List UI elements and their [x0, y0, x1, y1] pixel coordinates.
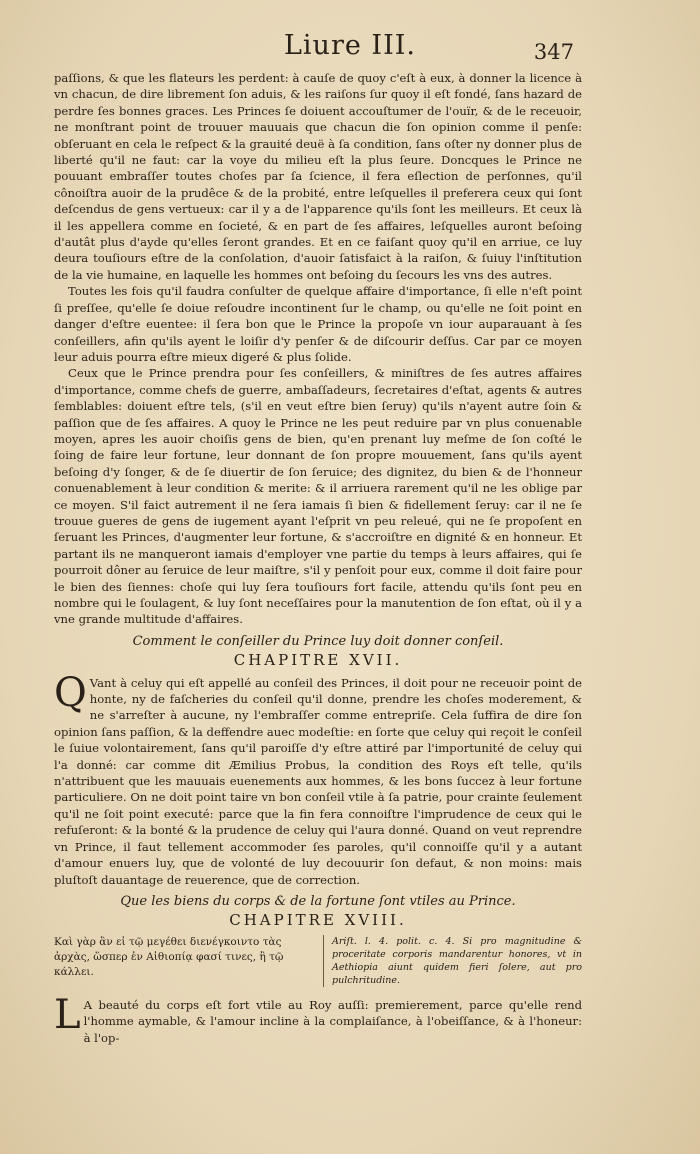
chapter-paragraph: A beauté du corps eſt fort vtile au Roy auſſi: premierement, parce qu'elle rend l'homme aymable, & l'amour incline à la complaiſance, à l'obeiſſance, & à l'honeur: à l'op- — [83, 997, 582, 1045]
chapter-heading: Comment le conſeiller du Prince luy doit donner conſeil. — [132, 633, 504, 649]
chapter-title: CHAPITRE XVIII. — [229, 911, 407, 930]
running-title: Liure III. — [283, 30, 416, 61]
chapter-heading: Que les biens du corps & de la fortune ſont vtiles au Prince. — [120, 893, 516, 909]
drop-cap: L — [54, 991, 81, 1038]
paragraph: Ceux que le Prince prendra pour ſes conſeillers, & miniſtres de ſes autres affaires d'importance, comme chefs de guerre, ambaſſadeurs, ſecretaires d'eſtat, agents & autres ſemblables: doiuent eſtre tels, (s'il en veut eſtre bien ſeruy) qu'ils n'ayent autre ſoin & paſſion que de ſes affaires. A quoy le Prince ne les peut reduire par vn plus conuenable moyen, apres les auoir choiſis gens de bien, qu'en prenant luy meſme de ſon coſté le ſoing de faire leur fortune, leur donnant de ſon propre mouuement, ſans qu'ils ayent beſoing d'y ſonger, & de ſe diuertir de ſon ſeruice; des dignitez, du bien & de l'honneur conuenablement à leur condition & merite: & il arriuera rarement qu'il ne les oblige par ce moyen. S'il faict autrement il ne ſera iamais ſi bien & fidellement ſeruy: car il ne ſe trouue gueres de gens de iugement ayant l'eſprit vn peu releué, qui ne ſe propoſent en ſeruant les Princes, d'augmenter leur fortune, & s'accroiſtre en dignité & en honneur. Et partant ils ne manqueront iamais d'employer vne partie du temps à leurs affaires, qui ſe pourroit dôner au ſeruice de leur maiſtre, s'il y penſoit pour eux, comme il doit faire pour le bien des ſiennes: choſe qui luy ſera touſiours fort facile, attendu qu'ils ſont peu en nombre qui le ſoulagent, & luy ſont neceſſaires pour la manutention de ſon eſtat, où il y a vne grande multitude d'affaires. — [54, 366, 582, 627]
greek-quote: Καὶ γὰρ ἂν εἰ τῷ μεγέθει διενέγκοιντο τὰς ἀρχὰς, ὥσπερ ἐν Αἰθιοπίᾳ φασί τινες, ἢ τῷ κάλλει. — [54, 935, 284, 978]
marginal-note: Ariſt. l. 4. polit. c. 4. Si pro magnitudine & proceritate corporis mandarentur honores, vt in Aethiopia aiunt quidem fieri ſolere, aut pro pulchritudine. — [323, 935, 582, 987]
paragraph: Toutes les fois qu'il faudra conſulter de quelque affaire d'importance, ſi elle n'eſt point ſi preſſee, qu'elle ſe doiue reſoudre incontinent ſur le champ, ou qu'elle ne ſoit point en danger d'eſtre euentee: il ſera bon que le Prince la propoſe vn iour auparauant à ſes conſeillers, afin qu'ils ayent le loiſir d'y penſer & de diſcourir deſſus. Car par ce moyen leur aduis pourra eſtre mieux digeré & plus ſolide. — [54, 284, 582, 364]
paragraph: paſſions, & que les flateurs les perdent: à cauſe de quoy c'eſt à eux, à donner la licence à vn chacun, de dire librement ſon aduis, & les raiſons ſur quoy il eſt fondé, ſans hazard de perdre ſes bonnes graces. Les Princes ſe doiuent accouſtumer de l'ouïr, & de le receuoir, ne monſtrant point de trouuer mauuais que chacun die ſon opinion comme il penſe: obſeruant en cela le reſpect & la grauité deuë à ſa condition, ſans oſter ny donner plus de liberté qu'il ne faut: car la voye du milieu eſt la plus ſeure. Doncques le Prince ne pouuant embraſſer toutes choſes par ſa ſcience, il fera eſlection de perſonnes, qu'il cônoiſtra auoir de la prudêce & de la probité, entre leſquelles il preferera ceux qui ſont deſcendus de gens vertueux: car il y a de l'apparence qu'ils ſont les meilleurs. Et ceux là il les appellera comme en ſocieté, & en part de ſes affaires, leſquelles auront beſoing d'autât plus d'ayde qu'elles ſeront grandes. Et en ce faiſant quoy qu'il en arriue, ce luy deura touſiours eſtre de la conſolation, d'auoir ſatisfaict à la raiſon, & ſuiuy l'inſtitution de la vie humaine, en laquelle les hommes ont beſoing du ſecours les vns des autres. — [54, 71, 582, 282]
chapter-text — [54, 991, 582, 1046]
quotation-block — [54, 935, 582, 987]
chapter-text — [54, 669, 582, 888]
page-number: 347 — [533, 40, 574, 64]
body-text — [54, 70, 582, 1046]
chapter-title: CHAPITRE XVII. — [233, 651, 403, 670]
page-header — [0, 30, 700, 70]
drop-cap: Q — [54, 669, 87, 716]
chapter-paragraph: Vant à celuy qui eſt appellé au conſeil des Princes, il doit pour ne receuoir point de honte, ny de faſcheries du conſeil qu'il donne, prendre les choſes moderement, & ne s'arreſter à aucune, ny l'embraſſer comme entrepriſe. Cela ſuffira de dire ſon opinion ſans paſſion, & la deffendre auec modeſtie: en ſorte que celuy qui reçoit le conſeil le ſuiue volontairement, ſans qu'il paroiſſe d'y eſtre attiré par l'importunité de celuy qui l'a donné: car comme dit Æmilius Probus, la condition des Roys eſt telle, qu'ils n'attribuent que les mauuais euenements aux hommes, & les bons ſuccez à leur fortune particuliere. On ne doit point taire vn bon conſeil vtile à ſa patrie, pour crainte ſeulement qu'il ne ſoit point executé: parce que la fin fera connoiſtre l'imprudence de ceux qui le refuſeront: & la bonté & la prudence de celuy qui l'aura donné. Quand on veut reprendre vn Prince, il faut tellement accommoder ſes paroles, qu'il connoiſſe qu'il y a autant d'amour enuers luy, que de volonté de luy decouurir ſon defaut, & non moins: mais pluſtoſt dauantage de reuerence, que de correction. — [54, 675, 582, 887]
